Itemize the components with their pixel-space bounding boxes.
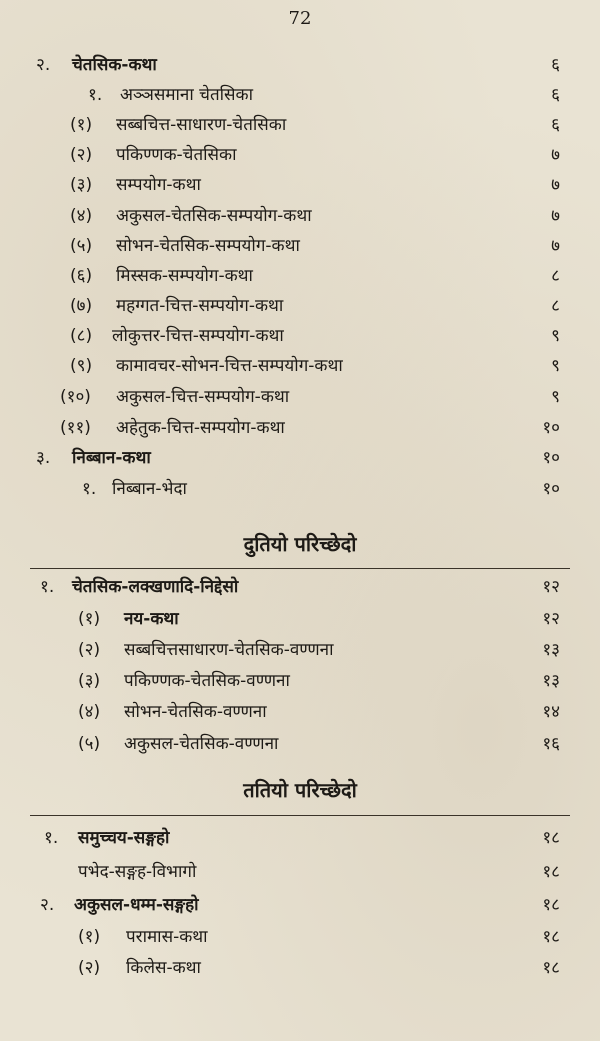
toc-entry (0, 635, 600, 665)
entry-page: ९ (551, 356, 560, 376)
entry-number: २. (36, 55, 51, 75)
toc-entry (0, 604, 600, 634)
entry-title: लोकुत्तर-चित्त-सम्पयोग-कथा (112, 326, 284, 346)
entry-title: सब्बचित्तसाधारण-चेतसिक-वण्णना (124, 640, 334, 660)
entry-number: (३) (78, 671, 101, 691)
entry-page: १२ (542, 609, 560, 629)
entry-title: अकुसल-चेतसिक-वण्णना (124, 734, 279, 754)
entry-number: ३. (36, 448, 51, 468)
chapter-heading: ततियो परिच्छेदो (243, 778, 357, 802)
entry-title: समुच्चय-सङ्गहो (78, 828, 170, 848)
entry-number: (१) (78, 927, 101, 947)
entry-title: सोभन-चेतसिक-सम्पयोग-कथा (116, 236, 300, 256)
entry-number: (८) (70, 326, 93, 346)
entry-page: १८ (542, 862, 560, 882)
entry-title: अकुसल-चित्त-सम्पयोग-कथा (116, 387, 290, 407)
entry-page: ६ (551, 55, 560, 75)
toc-entry (0, 666, 600, 696)
entry-title: निब्बान-भेदा (112, 479, 187, 499)
heading-rule (30, 815, 570, 816)
toc-entry (0, 474, 600, 504)
entry-page: ७ (551, 145, 560, 165)
entry-number: १. (44, 828, 59, 848)
entry-title: कामावचर-सोभन-चित्त-सम्पयोग-कथा (116, 356, 343, 376)
entry-page: १६ (542, 734, 560, 754)
toc-entry (0, 857, 600, 887)
entry-page: ७ (551, 206, 560, 226)
toc-entry (0, 382, 600, 412)
toc-entry (0, 890, 600, 920)
toc-entry (0, 170, 600, 200)
entry-number: (६) (70, 266, 93, 286)
entry-title: मिस्सक-सम्पयोग-कथा (116, 266, 253, 286)
entry-title: अकुसल-चेतसिक-सम्पयोग-कथा (116, 206, 312, 226)
entry-title: किलेस-कथा (126, 958, 201, 978)
page-number: 72 (288, 8, 312, 29)
entry-title: चेतसिक-कथा (72, 55, 157, 75)
toc-entry (0, 291, 600, 321)
entry-title: परामास-कथा (126, 927, 208, 947)
entry-title: निब्बान-कथा (72, 448, 151, 468)
entry-page: ७ (551, 236, 560, 256)
toc-entry (0, 922, 600, 952)
entry-title: अकुसल-धम्म-सङ्गहो (74, 895, 199, 915)
entry-number: (३) (70, 175, 93, 195)
chapter-heading: दुतियो परिच्छेदो (243, 532, 357, 556)
entry-page: १४ (542, 702, 560, 722)
toc-entry (0, 231, 600, 261)
toc-entry (0, 321, 600, 351)
entry-page: ८ (551, 266, 560, 286)
entry-number: (४) (78, 702, 101, 722)
entry-page: १८ (542, 927, 560, 947)
heading-rule (30, 568, 570, 569)
entry-number: (५) (70, 236, 93, 256)
entry-number: (४) (70, 206, 93, 226)
toc-entry (0, 50, 600, 80)
entry-page: १८ (542, 828, 560, 848)
toc-entry (0, 80, 600, 110)
entry-number: (२) (78, 640, 101, 660)
entry-page: १३ (542, 671, 560, 691)
entry-number: १. (40, 577, 55, 597)
entry-page: १२ (542, 577, 560, 597)
entry-number: (१) (78, 609, 101, 629)
entry-title: नय-कथा (124, 609, 179, 629)
entry-page: ८ (551, 296, 560, 316)
toc-entry (0, 351, 600, 381)
entry-number: १. (88, 85, 103, 105)
entry-title: सोभन-चेतसिक-वण्णना (124, 702, 267, 722)
entry-number: (१०) (60, 387, 91, 407)
entry-number: (९) (70, 356, 93, 376)
toc-entry (0, 443, 600, 473)
entry-number: (२) (70, 145, 93, 165)
entry-page: १८ (542, 958, 560, 978)
toc-entry (0, 140, 600, 170)
entry-title: सब्बचित्त-साधारण-चेतसिका (116, 115, 287, 135)
toc-entry (0, 413, 600, 443)
entry-title: चेतसिक-लक्खणादि-निद्देसो (72, 577, 239, 597)
entry-title: पभेद-सङ्गह-विभागो (78, 862, 197, 882)
toc-entry (0, 572, 600, 602)
entry-page: ६ (551, 115, 560, 135)
toc-entry (0, 697, 600, 727)
entry-title: महग्गत-चित्त-सम्पयोग-कथा (116, 296, 284, 316)
entry-page: १० (542, 448, 560, 468)
entry-number: १. (82, 479, 97, 499)
entry-page: ६ (551, 85, 560, 105)
entry-title: अञ्ञसमाना चेतसिका (120, 85, 254, 105)
toc-entry (0, 261, 600, 291)
toc-entry (0, 823, 600, 853)
entry-page: ९ (551, 326, 560, 346)
entry-title: पकिण्णक-चेतसिका (116, 145, 237, 165)
entry-title: सम्पयोग-कथा (116, 175, 201, 195)
entry-page: १८ (542, 895, 560, 915)
toc-entry (0, 729, 600, 759)
toc-entry (0, 110, 600, 140)
toc-entry (0, 201, 600, 231)
entry-number: (७) (70, 296, 93, 316)
entry-page: १० (542, 418, 560, 438)
entry-page: ९ (551, 387, 560, 407)
entry-page: १० (542, 479, 560, 499)
entry-number: २. (40, 895, 55, 915)
entry-page: ७ (551, 175, 560, 195)
entry-number: (१) (70, 115, 93, 135)
entry-number: (११) (60, 418, 91, 438)
toc-entry (0, 953, 600, 983)
entry-number: (२) (78, 958, 101, 978)
entry-page: १३ (542, 640, 560, 660)
entry-number: (५) (78, 734, 101, 754)
entry-title: पकिण्णक-चेतसिक-वण्णना (124, 671, 290, 691)
entry-title: अहेतुक-चित्त-सम्पयोग-कथा (116, 418, 285, 438)
